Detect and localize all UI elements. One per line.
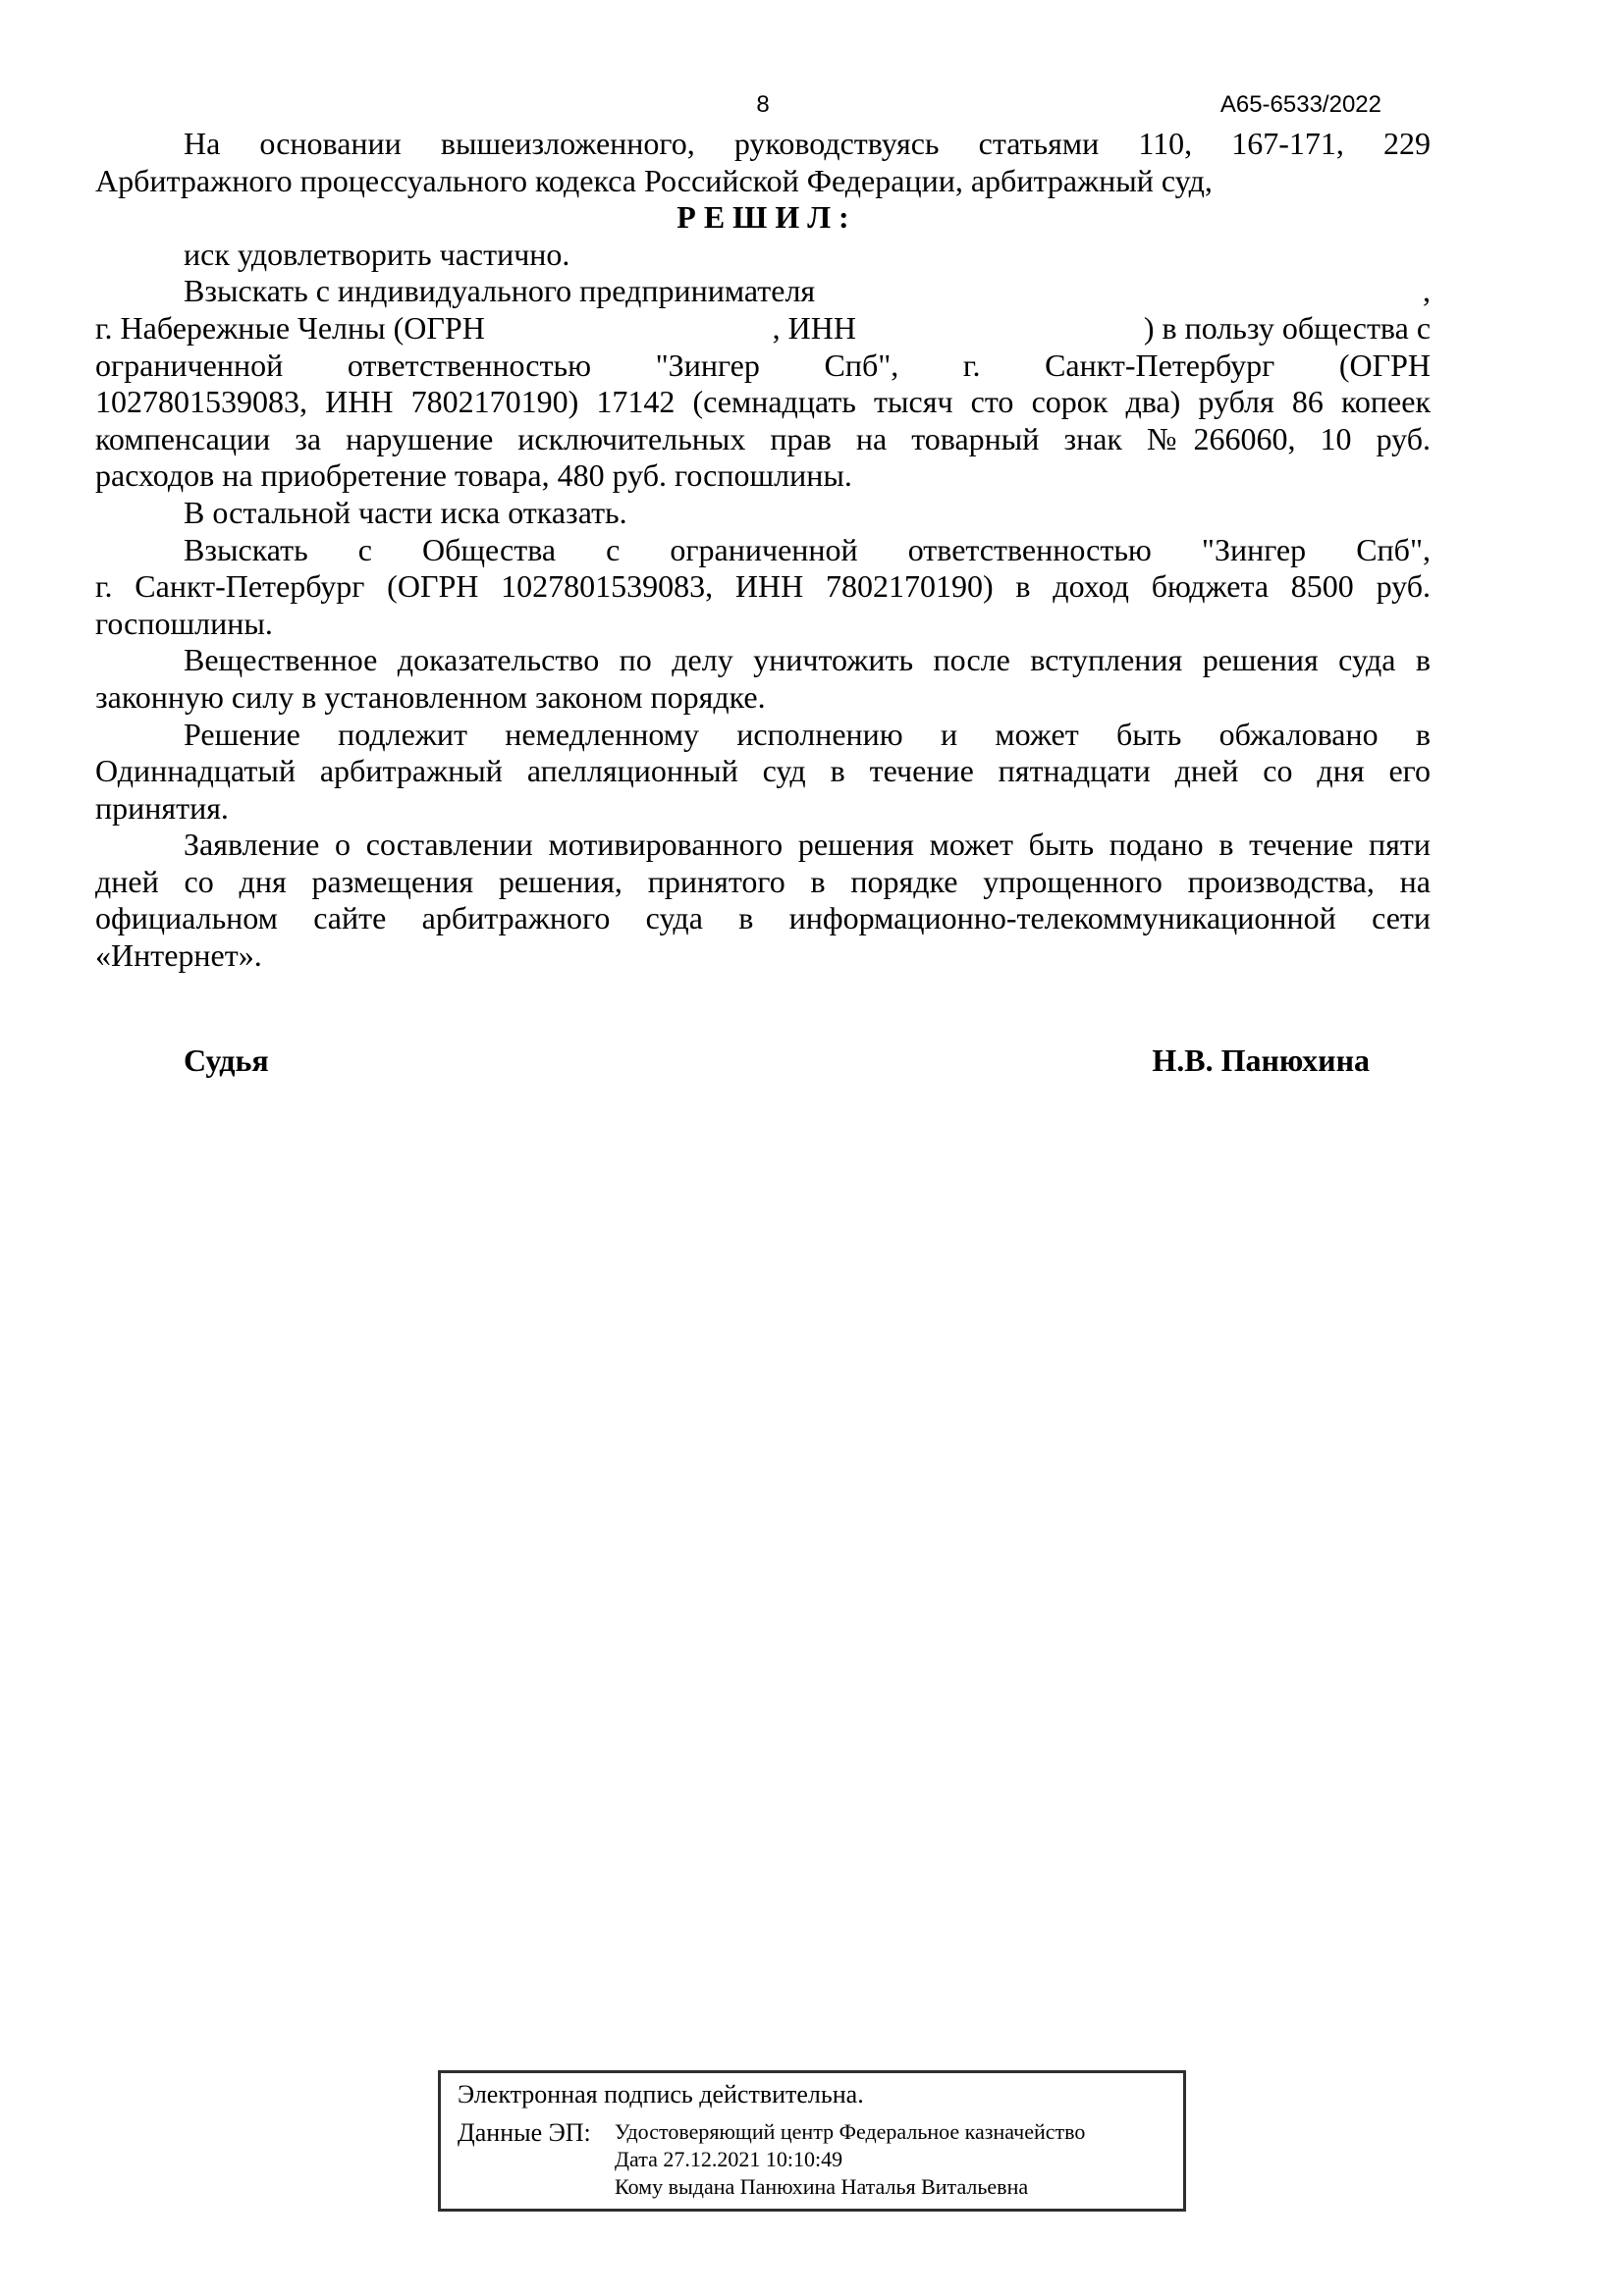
redacted-blank xyxy=(815,273,1423,310)
body-line-text: Взыскать с индивидуального предпринимателя xyxy=(184,273,816,309)
redacted-blank xyxy=(485,310,773,347)
esign-details xyxy=(615,2118,1085,2201)
body-line-text: , ИНН xyxy=(772,309,856,346)
redacted-blank xyxy=(856,310,1144,347)
body-line-text: , xyxy=(1423,273,1431,309)
body-line-redacted xyxy=(95,273,1431,310)
body-line: официальном сайте арбитражного суда в информационно-телекоммуникационной сети xyxy=(95,900,1431,936)
body-line: Решение подлежит немедленному исполнению и может быть обжаловано в xyxy=(184,716,1431,752)
body-line: «Интернет». xyxy=(95,937,262,974)
esign-valid-text: Электронная подпись действительна. xyxy=(458,2080,864,2109)
body-line: Взыскать с Общества с ограниченной ответственностью "Зингер Спб", xyxy=(184,531,1431,567)
esign-date: Дата 27.12.2021 10:10:49 xyxy=(615,2147,843,2171)
esign-issued-to: Кому выдана Панюхина Наталья Витальевна xyxy=(615,2174,1029,2199)
electronic-signature-stamp xyxy=(438,2070,1186,2212)
esign-data-label: Данные ЭП: xyxy=(458,2118,591,2147)
body-line: госпошлины. xyxy=(95,605,273,641)
case-number: А65-6533/2022 xyxy=(1219,91,1381,118)
body-line: Вещественное доказательство по делу уничтожить после вступления решения суда в xyxy=(184,642,1431,678)
esign-data-row xyxy=(458,2118,1183,2201)
esign-authority: Удостоверяющий центр Федеральное казначейство xyxy=(615,2119,1086,2144)
body-line-text: г. Набережные Челны (ОГРН xyxy=(95,309,485,346)
body-line: дней со дня размещения решения, принятого в порядке упрощенного производства, на xyxy=(95,863,1431,899)
body-line: Арбитражного процессуального кодекса Российской Федерации, арбитражный суд, xyxy=(95,162,1213,198)
body-line: законную силу в установленном законом порядке. xyxy=(95,678,766,715)
body-line: Одиннадцатый арбитражный апелляционный суд в течение пятнадцати дней со дня его xyxy=(95,753,1431,789)
body-line: расходов на приобретение товара, 480 руб. госпошлины. xyxy=(95,457,852,494)
resolution-heading: Р Е Ш И Л : xyxy=(676,199,849,236)
body-line-text: ) в пользу общества с xyxy=(1143,309,1432,346)
signature-row xyxy=(95,1042,1431,1080)
ruling-text xyxy=(95,126,1431,975)
body-line: Заявление о составлении мотивированного решения может быть подано в течение пяти xyxy=(184,827,1431,863)
body-line-redacted xyxy=(95,310,1431,347)
body-line: В остальной части иска отказать. xyxy=(184,494,627,530)
body-line: 1027801539083, ИНН 7802170190) 17142 (семнадцать тысяч сто сорок два) рубля 86 копеек xyxy=(95,384,1431,420)
body-line: На основании вышеизложенного, руководствуясь статьями 110, 167-171, 229 xyxy=(184,126,1431,161)
page-number: 8 xyxy=(756,91,770,118)
page-header xyxy=(95,92,1431,118)
paragraph-indent xyxy=(95,273,184,310)
signature-name: Н.В. Панюхина xyxy=(1152,1042,1370,1078)
body-line: г. Санкт-Петербург (ОГРН 1027801539083, ИНН 7802170190) в доход бюджета 8500 руб. xyxy=(95,568,1431,605)
body-line: компенсации за нарушение исключительных прав на товарный знак №266060, 10 руб. xyxy=(95,420,1431,456)
body-line: принятия. xyxy=(95,789,229,826)
signature-role: Судья xyxy=(184,1042,269,1078)
body-line: иск удовлетворить частично. xyxy=(184,236,570,272)
body-line: ограниченной ответственностью "Зингер Спб", г. Санкт-Петербург (ОГРН xyxy=(95,347,1431,383)
